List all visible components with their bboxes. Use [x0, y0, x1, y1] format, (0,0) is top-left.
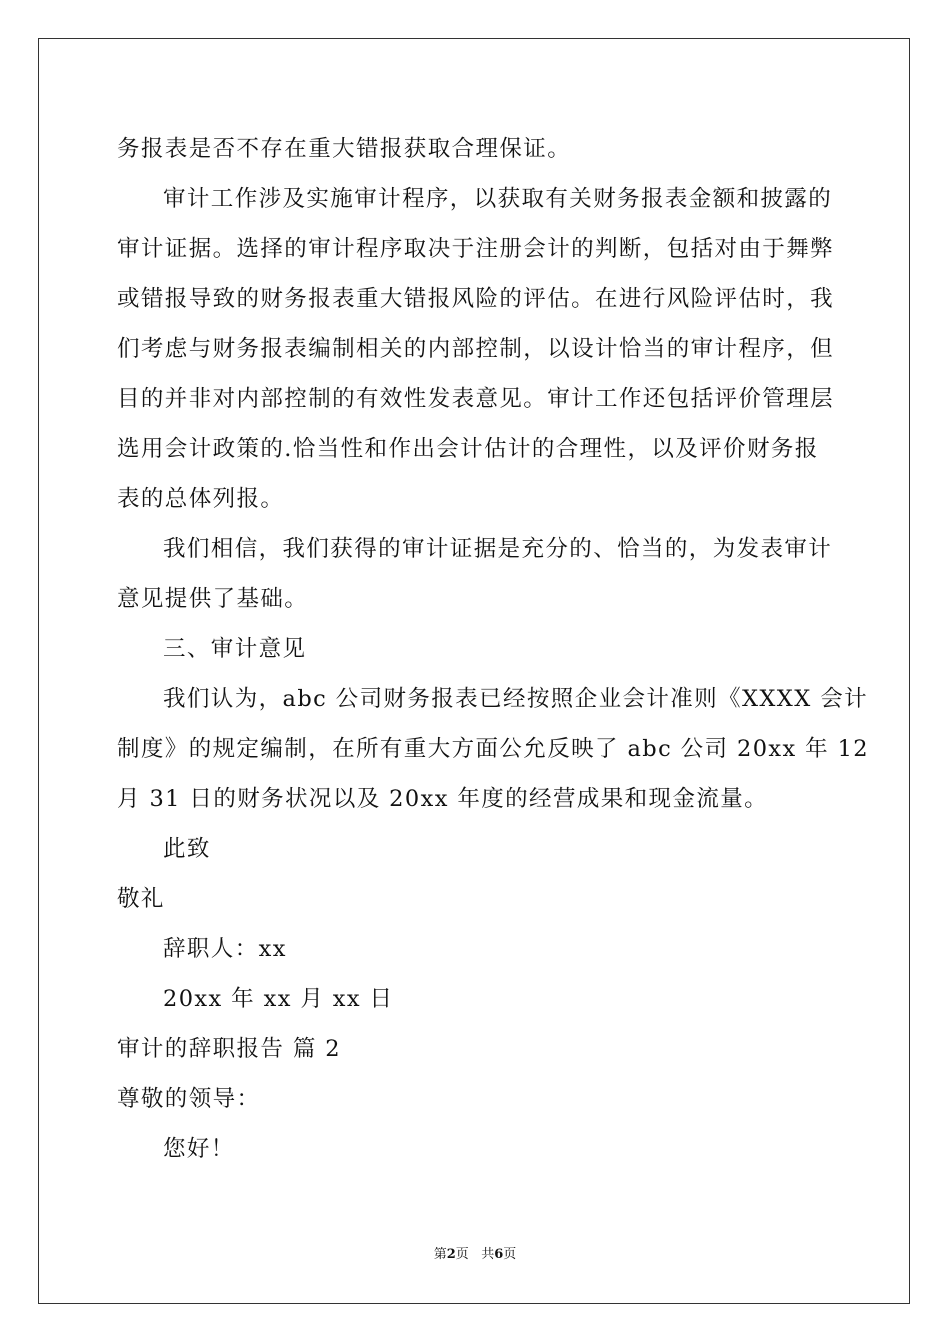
- text-line: 意见提供了基础。: [117, 586, 309, 612]
- greeting: 尊敬的领导：: [117, 1086, 261, 1112]
- total-unit: 页: [503, 1247, 517, 1262]
- signature-date: 20xx 年 xx 月 xx 日: [163, 986, 394, 1012]
- page-current: 2: [446, 1247, 456, 1262]
- closing-salutation: 此致: [163, 836, 211, 862]
- text-line: 审计证据。选择的审计程序取决于注册会计的判断，包括对由于舞弊: [117, 236, 835, 262]
- text-line: 我们认为，abc 公司财务报表已经按照企业会计准则《XXXX 会计: [163, 686, 868, 712]
- text-line: 或错报导致的财务报表重大错报风险的评估。在进行风险评估时，我: [117, 286, 835, 312]
- text-line: 月 31 日的财务状况以及 20xx 年度的经营成果和现金流量。: [117, 786, 769, 812]
- text-line: 务报表是否不存在重大错报获取合理保证。: [117, 136, 572, 162]
- section-title: 审计的辞职报告 篇 2: [117, 1036, 342, 1062]
- total-prefix: 共: [481, 1247, 495, 1262]
- page-footer: [0, 1246, 950, 1264]
- text-line: 表的总体列报。: [117, 486, 285, 512]
- text-line: 制度》的规定编制，在所有重大方面公允反映了 abc 公司 20xx 年 12: [117, 736, 870, 762]
- page-prefix: 第: [433, 1247, 447, 1262]
- page-total: 6: [494, 1247, 504, 1262]
- text-line: 目的并非对内部控制的有效性发表意见。审计工作还包括评价管理层: [117, 386, 835, 412]
- text-line: 审计工作涉及实施审计程序，以获取有关财务报表金额和披露的: [163, 186, 833, 212]
- text-line: 选用会计政策的.恰当性和作出会计估计的合理性，以及评价财务报: [117, 436, 819, 462]
- page-border: [38, 38, 910, 1304]
- closing-regards: 敬礼: [117, 886, 165, 912]
- page-unit: 页: [455, 1247, 469, 1262]
- greeting-hello: 您好！: [163, 1136, 235, 1162]
- section-heading: 三、审计意见: [163, 636, 307, 662]
- signature-name: 辞职人：xx: [163, 936, 287, 962]
- text-line: 我们相信，我们获得的审计证据是充分的、恰当的，为发表审计: [163, 536, 833, 562]
- text-line: 们考虑与财务报表编制相关的内部控制，以设计恰当的审计程序，但: [117, 336, 835, 362]
